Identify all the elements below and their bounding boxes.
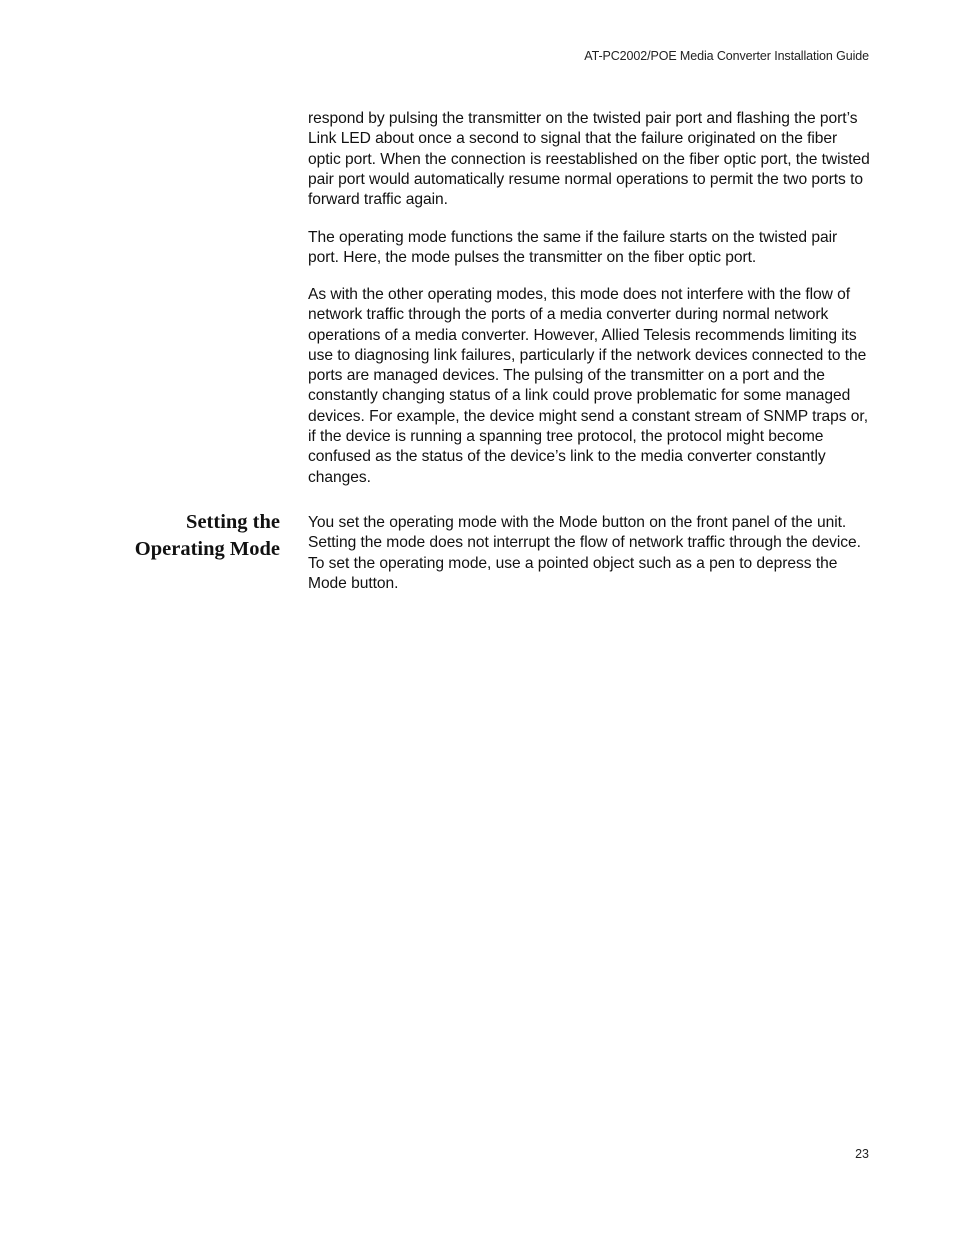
section-heading (80, 509, 280, 563)
page-number: 23 (855, 1147, 869, 1161)
body-paragraph-3 (308, 285, 870, 488)
paragraph-text: respond by pulsing the transmitter on the twisted pair port and flashing the port’s Link LED about once a second to signal that the failure originated on the fiber optic port. When the connection is reestablished on the fiber optic port, the twisted pair port would automatically resume normal operations to permit the two ports to forward traffic again. (308, 110, 870, 209)
body-paragraph-2 (308, 228, 870, 269)
section-heading-line-1: Setting the (186, 511, 280, 533)
running-header-title: AT-PC2002/POE Media Converter Installation Guide (584, 49, 869, 63)
paragraph-text: You set the operating mode with the Mode button on the front panel of the unit. Setting the mode does not interrupt the flow of network traffic through the device. To set the operating mode, use a pointed object such as a pen to depress the Mode button. (308, 514, 861, 592)
section-paragraph (308, 513, 870, 594)
section-heading-line-2: Operating Mode (134, 538, 280, 560)
paragraph-text: The operating mode functions the same if the failure starts on the twisted pair port. Here, the mode pulses the transmitter on the fiber optic port. (308, 229, 838, 267)
body-paragraph-1 (308, 109, 870, 210)
paragraph-text: As with the other operating modes, this mode does not interfere with the flow of network traffic through the ports of a media converter during normal network operations of a media converter. However, Allied Telesis recommends limiting its use to diagnosing link failures, particularly if the network devices connected to the ports are managed devices. The pulsing of the transmitter on a port and the constantly changing status of a link could prove problematic for some managed devices. For example, the device might send a constant stream of SNMP traps or, if the device is running a spanning tree protocol, the protocol might become confused as the status of the device’s link to the media converter constantly changes. (308, 286, 868, 486)
